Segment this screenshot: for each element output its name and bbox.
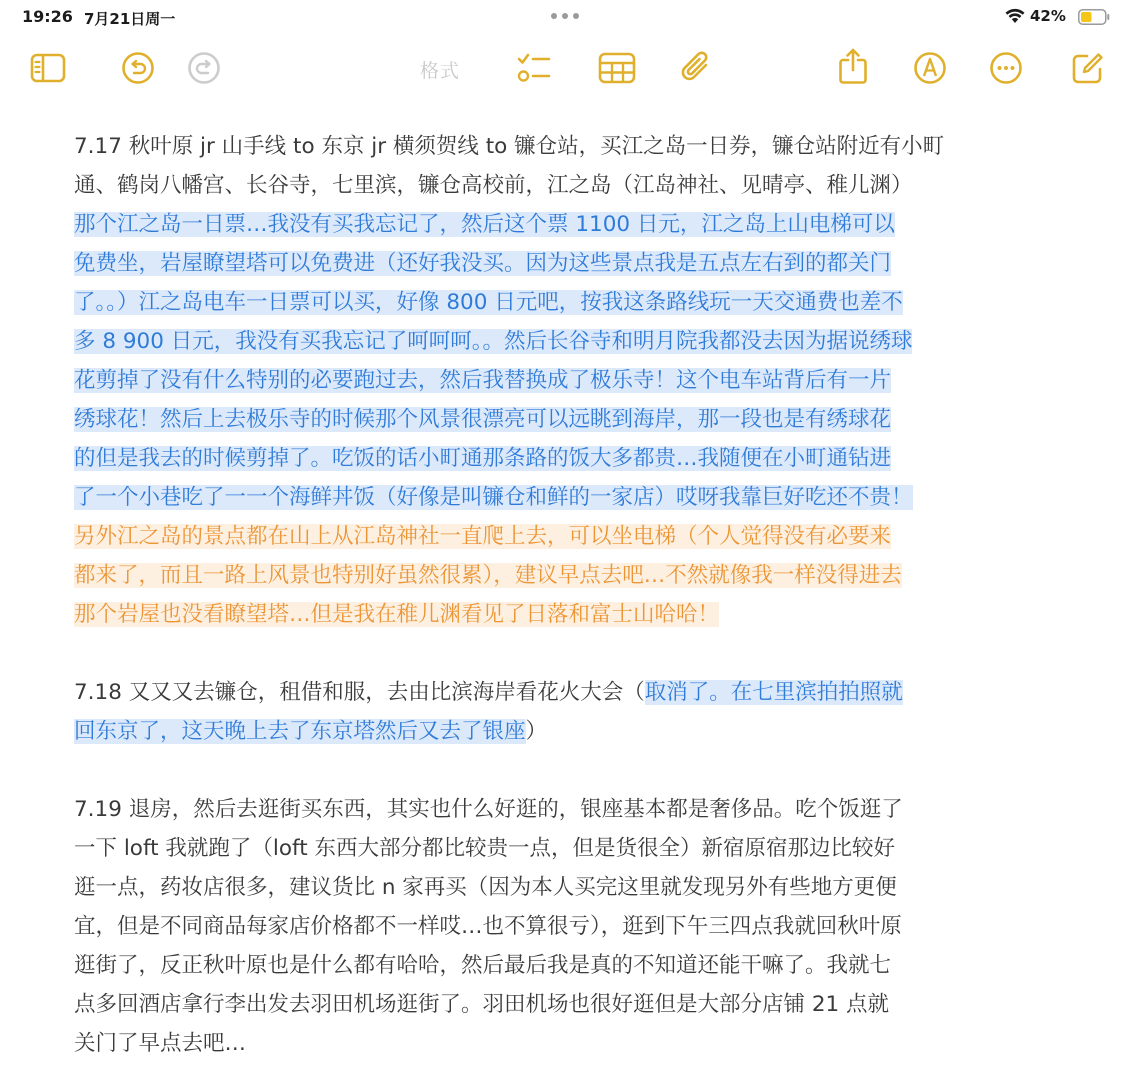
note-paragraph-7-18: [74, 673, 1074, 751]
markup-button[interactable]: [910, 48, 950, 88]
battery-icon: [1078, 9, 1110, 25]
compose-icon: [1071, 51, 1105, 85]
status-bar: [0, 0, 1133, 34]
checklist-button[interactable]: [514, 48, 554, 88]
text-line: 宜，但是不同商品每家店价格都不一样哎…也不算很亏），逛到下午三四点我就回秋叶原: [74, 914, 902, 939]
status-time: 19:26: [22, 7, 73, 26]
compose-button[interactable]: [1068, 48, 1108, 88]
undo-icon: [121, 51, 155, 85]
note-body[interactable]: [74, 127, 1074, 1063]
note-paragraph-7-19: [74, 790, 1074, 1063]
undo-button[interactable]: [118, 48, 158, 88]
redo-icon: [187, 51, 221, 85]
format-button[interactable]: 格式: [420, 60, 461, 82]
highlighted-text-blue: 了一个小巷吃了一一个海鲜丼饭（好像是叫镰仓和鲜的一家店）哎呀我靠巨好吃还不贵！: [74, 485, 913, 510]
highlighted-text-blue: 那个江之岛一日票…我没有买我忘记了，然后这个票 1100 日元，江之岛上山电梯可以: [74, 212, 895, 237]
text-line: 点多回酒店拿行李出发去羽田机场逛街了。羽田机场也很好逛但是大部分店铺 21 点就: [74, 992, 890, 1017]
notes-toolbar: [0, 38, 1133, 100]
highlighted-text-blue: 绣球花！然后上去极乐寺的时候那个风景很漂亮可以远眺到海岸，那一段也是有绣球花: [74, 407, 892, 432]
text-segment: ）: [525, 719, 548, 744]
highlighted-text-blue: 的但是我去的时候剪掉了。吃饭的话小町通那条路的饭大多都贵…我随便在小町通钻进: [74, 446, 892, 471]
highlighted-text-blue: 多 8 900 日元，我没有买我忘记了呵呵呵。。然后长谷寺和明月院我都没去因为据说绣球: [74, 329, 913, 354]
text-line: 7.19 退房，然后去逛街买东西，其实也什么好逛的，银座基本都是奢侈品。吃个饭逛了: [74, 797, 903, 822]
wifi-icon: [1005, 8, 1025, 24]
sidebar-icon: [30, 53, 66, 83]
battery-percentage: 42%: [1030, 7, 1066, 25]
share-icon: [838, 47, 868, 85]
highlighted-text-blue: 取消了。在七里滨拍拍照就: [644, 680, 903, 705]
table-icon: [598, 52, 636, 84]
text-line: 一下 loft 我就跑了（loft 东西大部分都比较贵一点，但是货很全）新宿原宿那边比较好: [74, 836, 896, 861]
attachment-icon: [679, 50, 713, 86]
note-paragraph-7-17: [74, 127, 1074, 634]
highlighted-text-orange: 都来了，而且一路上风景也特别好虽然很累），建议早点去吧…不然就像我一样没得进去: [74, 563, 902, 588]
redo-button[interactable]: [184, 48, 224, 88]
text-line: 逛一点，药妆店很多，建议货比 n 家再买（因为本人买完这里就发现另外有些地方更便: [74, 875, 897, 900]
status-date: 7月21日周一: [84, 10, 176, 28]
more-icon: [989, 51, 1023, 85]
highlighted-text-blue: 了。。）江之岛电车一日票可以买，好像 800 日元吧，按我这条路线玩一天交通费也差不: [74, 290, 903, 315]
text-line: 通、鹤岗八幡宫、长谷寺，七里滨，镰仓高校前，江之岛（江岛神社、见晴亭、稚儿渊）: [74, 173, 913, 198]
highlighted-text-blue: 回东京了，这天晚上去了东京塔然后又去了银座: [74, 719, 526, 744]
checklist-icon: [516, 51, 552, 85]
text-segment: 7.18 又又又去镰仓，租借和服，去由比滨海岸看花火大会（: [74, 680, 645, 705]
markup-pen-icon: [913, 51, 947, 85]
text-line: 逛街了，反正秋叶原也是什么都有哈哈，然后最后我是真的不知道还能干嘛了。我就七: [74, 953, 892, 978]
highlighted-text-blue: 花剪掉了没有什么特别的必要跑过去，然后我替换成了极乐寺！这个电车站背后有一片: [74, 368, 892, 393]
attachment-button[interactable]: [676, 48, 716, 88]
multitasking-dots[interactable]: [551, 13, 579, 19]
table-button[interactable]: [597, 48, 637, 88]
text-line: 7.17 秋叶原 jr 山手线 to 东京 jr 横须贺线 to 镰仓站，买江之岛一日券，镰仓站附近有小町: [74, 134, 945, 159]
sidebar-button[interactable]: [28, 48, 68, 88]
highlighted-text-blue: 免费坐，岩屋瞭望塔可以免费进（还好我没买。因为这些景点我是五点左右到的都关门: [74, 251, 892, 276]
text-line: 关门了早点去吧…: [74, 1031, 247, 1056]
share-button[interactable]: [833, 46, 873, 86]
more-button[interactable]: [986, 48, 1026, 88]
highlighted-text-orange: 那个岩屋也没看瞭望塔…但是我在稚儿渊看见了日落和富士山哈哈！: [74, 602, 720, 627]
highlighted-text-orange: 另外江之岛的景点都在山上从江岛神社一直爬上去，可以坐电梯（个人觉得没有必要来: [74, 524, 892, 549]
